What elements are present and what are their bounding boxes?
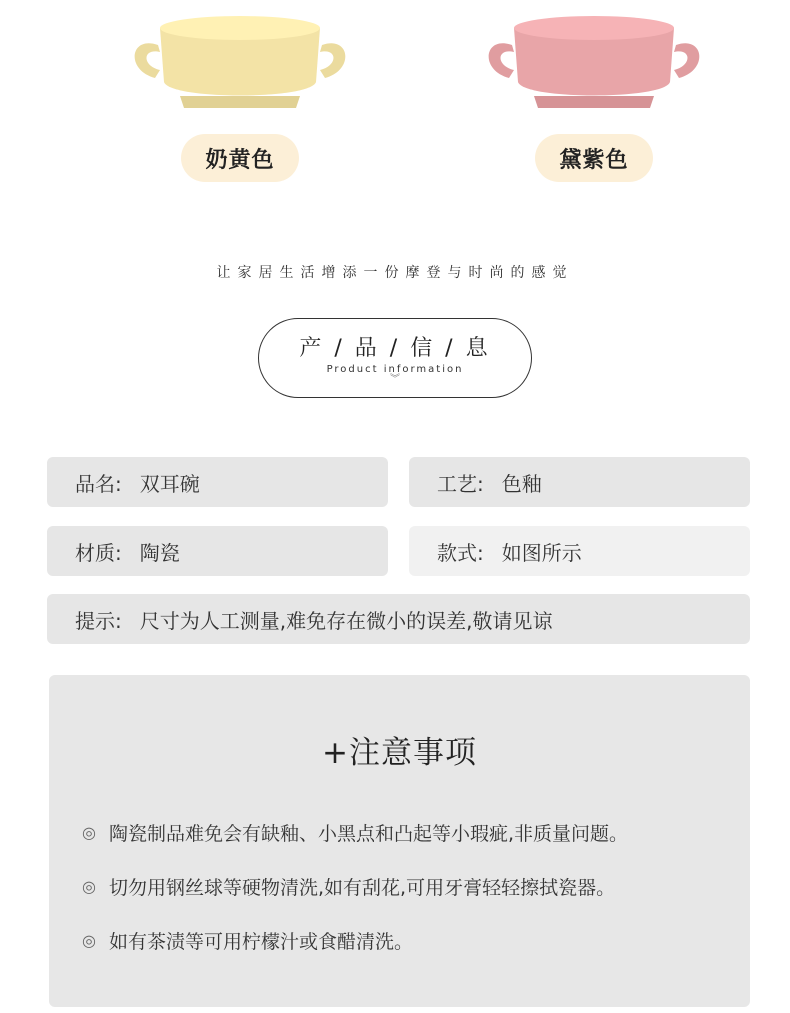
spec-label: 材质: — [75, 540, 122, 565]
bullet-icon: ◎ — [82, 877, 96, 896]
notice-item — [81, 873, 615, 900]
product-info-header — [258, 318, 532, 398]
slogan: 让家居生活增添一份摩登与时尚的感觉 — [216, 265, 574, 281]
spec-value: 陶瓷 — [139, 540, 180, 565]
spec-name — [47, 457, 388, 507]
notice-text: 如有茶渍等可用柠檬汁或食醋清洗。 — [109, 931, 414, 953]
notice-text: 陶瓷制品难免会有缺釉、小黑点和凸起等小瑕疵,非质量问题。 — [109, 823, 629, 845]
section-subtitle: Product information — [326, 364, 464, 375]
spec-value: 色釉 — [501, 471, 542, 496]
notice-item — [81, 927, 413, 954]
bullet-icon: ◎ — [82, 823, 96, 842]
spec-tip — [47, 594, 750, 644]
spec-value: 尺寸为人工测量,难免存在微小的误差,敬请见谅 — [139, 608, 553, 633]
notice-title: +注意事项 — [322, 735, 477, 771]
bullet-icon: ◎ — [82, 931, 96, 950]
section-title: 产 / 品 / 信 / 息 — [299, 336, 491, 361]
spec-label: 提示: — [75, 608, 122, 633]
notice-text: 切勿用钢丝球等硬物清洗,如有刮花,可用牙膏轻轻擦拭瓷器。 — [109, 877, 616, 899]
color-option-yellow[interactable]: 奶黄色 — [181, 134, 299, 182]
spec-label: 款式: — [437, 540, 484, 565]
spec-material — [47, 526, 388, 576]
spec-value: 双耳碗 — [139, 471, 200, 496]
spec-label: 品名: — [75, 471, 122, 496]
spec-craft — [409, 457, 750, 507]
spec-label: 工艺: — [437, 471, 484, 496]
spec-style — [409, 526, 750, 576]
spec-value: 如图所示 — [501, 540, 582, 565]
color-option-pink[interactable]: 黛紫色 — [535, 134, 653, 182]
notice-item — [81, 819, 628, 846]
notice-panel — [49, 675, 750, 1007]
chevron-down-icon: ︾ — [390, 374, 400, 385]
